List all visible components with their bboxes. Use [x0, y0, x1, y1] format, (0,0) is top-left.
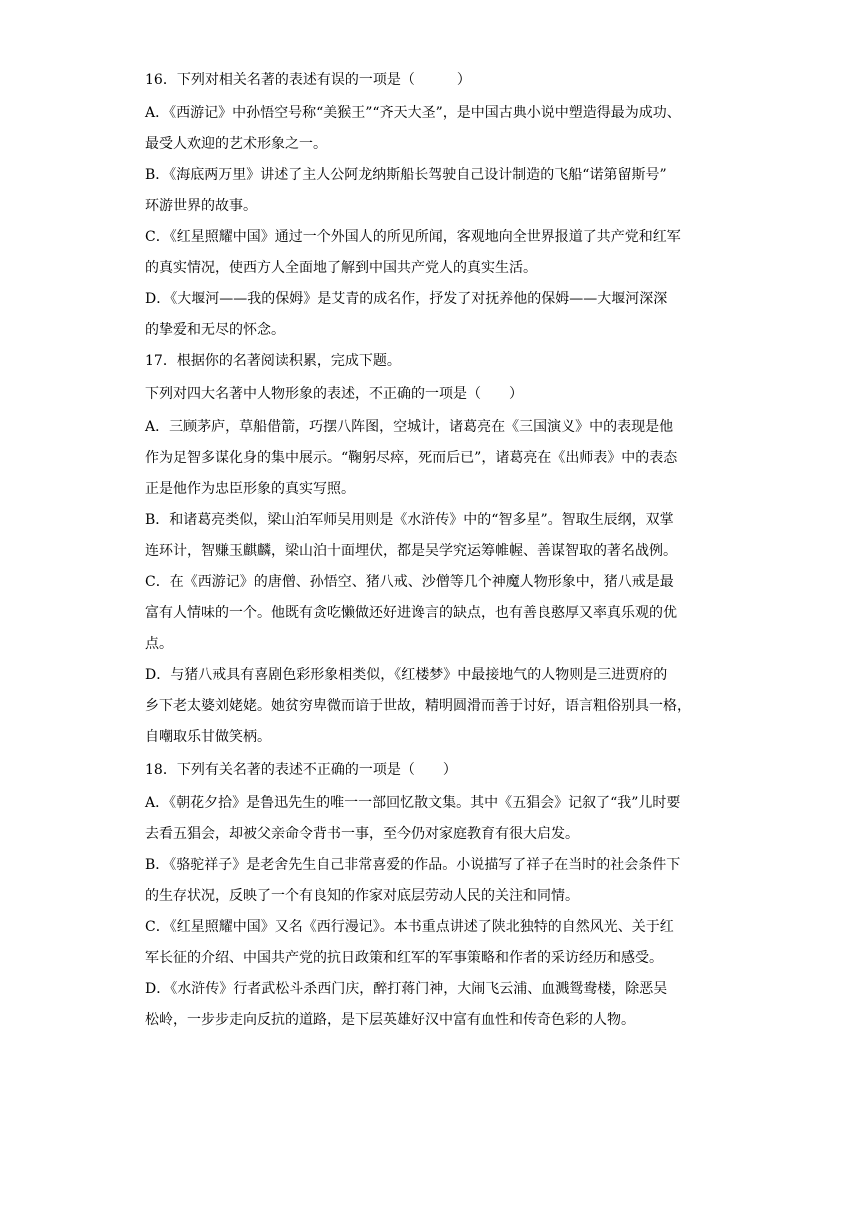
question-16-option-c: C．《红星照耀中国》通过一个外国人的所见所闻，客观地向全世界报道了共产党和红军 的真实情况，使西方人全面地了解到中国共产党人的真实生活。	[145, 229, 681, 276]
question-17-option-d: D．与猪八戒具有喜剧色彩形象相类似，《红楼梦》中最接地气的人物则是三进贾府的 乡下老太婆刘姥姥。她贫穷卑微而谙于世故，精明圆滑而善于讨好，语言粗俗别具一格， 自嘲取乐甘做笑柄。	[145, 667, 691, 745]
question-17-subtitle: 下列对四大名著中人物形象的表述，不正确的一项是（ ）	[145, 386, 523, 402]
question-16-option-d: D．《大堰河——我的保姆》是艾青的成名作，抒发了对抚养他的保姆——大堰河深深 的挚爱和无尽的怀念。	[145, 291, 668, 338]
question-17-title: 17．根据你的名著阅读积累，完成下题。	[145, 353, 401, 369]
question-16-title: 16．下列对相关名著的表述有误的一项是（ ）	[145, 72, 471, 88]
question-18-option-d: D．《水浒传》行者武松斗杀西门庆，醉打蒋门神，大闹飞云浦、血溅鸳鸯楼，除恶吴 松岭，一步步走向反抗的道路，是下层英雄好汉中富有血性和传奇色彩的人物。	[145, 981, 668, 1028]
question-18-option-c: C．《红星照耀中国》又名《西行漫记》。本书重点讲述了陕北独特的自然风光、关于红 军长征的介绍、中国共产党的抗日政策和红军的军事策略和作者的采访经历和感受。	[145, 919, 674, 966]
question-18-title: 18．下列有关名著的表述不正确的一项是（ ）	[145, 762, 457, 778]
question-17-option-b: B．和诸葛亮类似，梁山泊军师吴用则是《水浒传》中的“智多星”。智取生辰纲，双掌 连环计，智赚玉麒麟，梁山泊十面埋伏，都是吴学究运筹帷幄、善谋智取的著名战例。	[145, 512, 677, 559]
question-17-option-a: A．三顾茅庐，草船借箭，巧摆八阵图，空城计，诸葛亮在《三国演义》中的表现是他 作为足智多谋化身的集中展示。“鞠躬尽瘁，死而后已”，诸葛亮在《出师表》中的表态 正是他作为忠臣形象的真实写照。	[145, 419, 678, 497]
question-17-option-c: C．在《西游记》的唐僧、孙悟空、猪八戒、沙僧等几个神魔人物形象中，猪八戒是最 富有人情味的一个。他既有贪吃懒做还好进谗言的缺点，也有善良憨厚又率真乐观的优 点。	[145, 574, 677, 652]
question-18-option-b: B．《骆驼祥子》是老舍先生自己非常喜爱的作品。小说描写了祥子在当时的社会条件下 的生存状况，反映了一个有良知的作家对底层劳动人民的关注和同情。	[145, 857, 681, 904]
question-16-option-b: B．《海底两万里》讲述了主人公阿龙纳斯船长驾驶自己设计制造的飞船“诺第留斯号” 环游世界的故事。	[145, 167, 667, 214]
question-18-option-a: A．《朝花夕拾》是鲁迅先生的唯一一部回忆散文集。其中《五猖会》记叙了“我”儿时要 去看五猖会，却被父亲命令背书一事，至今仍对家庭教育有很大启发。	[145, 795, 681, 842]
document-page	[145, 70, 713, 1031]
question-16-option-a: A．《西游记》中孙悟空号称“美猴王”“齐天大圣”，是中国古典小说中塑造得最为成功、 最受人欢迎的艺术形象之一。	[145, 105, 681, 152]
